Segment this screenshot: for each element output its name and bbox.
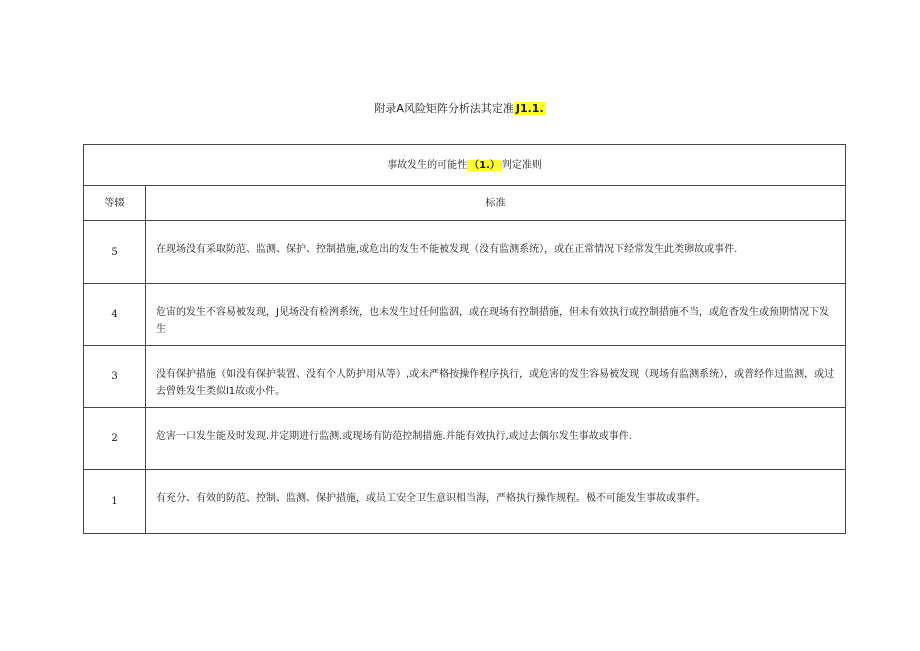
row-criteria: 没有保护措施（如没有保护装置、没有个人防护用从等）,或未严格按操作程序执行，或危害的发生容易被发现（现场有监测系统），或普经作过监测，或过去曾姓发生类似l1故或小件。 [146,346,846,408]
table-row [84,470,846,534]
table-row [84,346,846,408]
header-criteria: 标准 [146,186,846,221]
row-grade: 4 [84,284,146,346]
table-row [84,284,846,346]
row-grade: 3 [84,346,146,408]
document-title-highlight: J1.1. [515,102,544,115]
table-caption [84,145,846,186]
row-grade: 1 [84,470,146,534]
row-criteria: 有充分、有效的防范、控制、监测、保护措施，或员工安全卫生意识相当海，严格执行操作规程。极不可能发生事故或事件。 [146,470,846,534]
likelihood-criteria-table [83,144,846,534]
table-caption-row [84,145,846,186]
row-criteria: 危宙的发生不容易被发现，J见场没有检洌系统，也未发生过任何监泅，或在现场有控制措施，但未有效执行或控制措施不当，或危杳发生或预期情况下发生 [146,284,846,346]
row-grade: 2 [84,408,146,470]
header-grade: 等辍 [84,186,146,221]
table-row [84,408,846,470]
table-row [84,221,846,284]
table-caption-highlight: （1.） [469,159,500,171]
row-criteria: 危害一口发生能及时发现.并定期进行监测.或现场有防范控制措施.并能有效执行,或过去偶尔发生事故或事件. [146,408,846,470]
document-title [0,101,920,117]
table-header-row [84,186,846,221]
table-caption-text: 事故发生的可能性 [387,159,468,171]
row-grade: 5 [84,221,146,284]
table-caption-suffix: 判定准则 [501,159,542,171]
row-criteria: 在现场没有采取防范、监测、保护、控制措施,或危出的发生不能被发现（没有监测系统），或在正常情况下经常发生此类卵故或事件. [146,221,846,284]
document-title-text: 附录A风险矩阵分析法其定准 [374,102,514,115]
